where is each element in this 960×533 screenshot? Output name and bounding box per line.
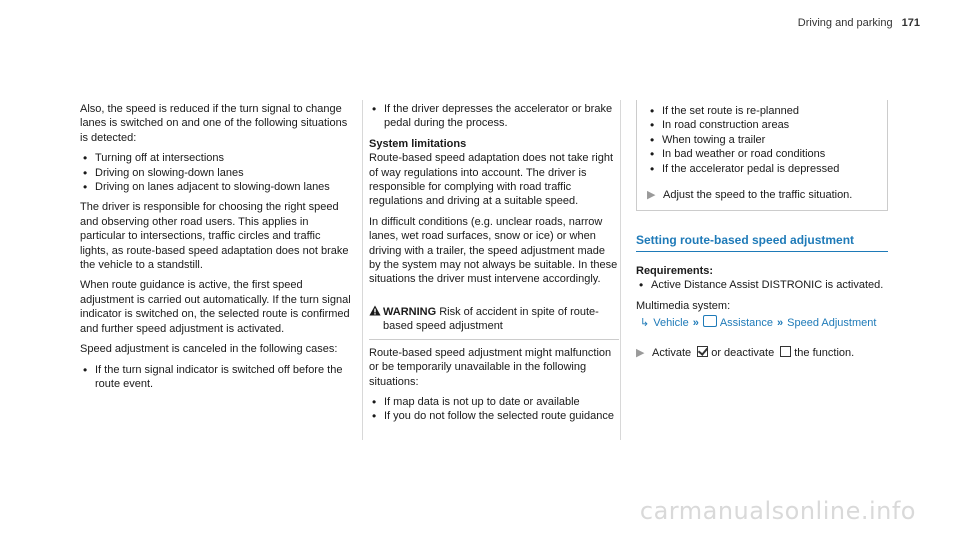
menu-path [636, 315, 888, 332]
warning-body: Route-based speed adjustment might malfunction or be temporarily unavailable in the following situations: [369, 346, 612, 388]
list-item: • In road construction areas [647, 118, 877, 132]
warning-heading [383, 305, 619, 334]
warning-separator [369, 339, 619, 340]
deactivate-text: or deactivate [711, 347, 775, 360]
function-text: the function. [794, 347, 855, 360]
list-item: • If the turn signal indicator is switched off before the route event. [80, 363, 352, 392]
list-item: • Driving on lanes adjacent to slowing-down lanes [80, 180, 352, 194]
multimedia-label: Multimedia system: [636, 299, 731, 312]
checkbox-checked-icon [697, 346, 708, 357]
warning-header [369, 305, 619, 334]
list-item: • Driving on slowing-down lanes [80, 166, 352, 180]
menu-path-assistance: Assistance [719, 317, 774, 330]
activate-instruction [636, 346, 888, 360]
warning-action [647, 188, 877, 202]
list-item: • When towing a trailer [647, 133, 877, 147]
limitations-heading: System limitations [369, 137, 467, 150]
section-title: Setting route-based speed adjustment [636, 233, 888, 251]
column-3 [636, 100, 888, 366]
requirements-label [636, 264, 888, 278]
limitations-paragraph: Route-based speed adaptation does not take right of way regulations into account. The driver is responsible for complying with road traffic regulations and driving at a suitable speed. [369, 152, 614, 208]
list-item: • If the driver depresses the accelerator or brake pedal during the process. [369, 102, 619, 131]
list-item: • In bad weather or road conditions [647, 147, 877, 161]
list-item: • If you do not follow the selected route guidance [369, 409, 619, 423]
page-header [798, 17, 920, 29]
list-item: • If map data is not up to date or available [369, 395, 619, 409]
menu-path-speed: Speed Adjustment [787, 317, 877, 330]
limitations-paragraph: In difficult conditions (e.g. unclear roads, narrow lanes, wet road surfaces, snow or ice) or when driving with a trailer, the speed adjustment made by the system may not always be suitable. In these situations the driver must intervene accordingly. [369, 215, 618, 286]
activate-text: Activate [652, 347, 692, 360]
path-separator-icon: » [692, 317, 699, 330]
cancel-intro: Speed adjustment is canceled in the following cases: [80, 343, 338, 356]
requirements-label-text: Requirements: [636, 264, 714, 277]
path-separator-icon: » [777, 317, 784, 330]
assistance-icon [703, 315, 717, 327]
intro-paragraph: Also, the speed is reduced if the turn signal to change lanes is switched on and one of the following situations is detected: [80, 103, 348, 144]
play-arrow-icon: ▶ [636, 347, 645, 360]
column-1 [80, 102, 352, 397]
list-item: • Active Distance Assist DISTRONIC is activated. [636, 278, 888, 292]
warning-triangle-icon [369, 305, 383, 334]
situation-list [80, 151, 352, 194]
return-arrow-icon: ↳ [640, 317, 650, 330]
cancel-list [80, 363, 352, 392]
section-name: Driving and parking [797, 17, 893, 29]
watermark: carmanualsonline.info [639, 497, 916, 525]
warning-label: WARNING [383, 305, 437, 318]
play-arrow-icon: ▶ [647, 189, 656, 202]
requirements-list [636, 278, 888, 292]
warning-list [369, 395, 619, 424]
warning-box-continued [636, 100, 888, 211]
warning-box [369, 305, 619, 424]
list-item: • If the set route is re-planned [647, 104, 877, 118]
column-divider [620, 100, 621, 440]
checkbox-empty-icon [780, 346, 791, 357]
list-item: • Turning off at intersections [80, 151, 352, 165]
warning-action-text: Adjust the speed to the traffic situation. [663, 189, 853, 202]
page-number: 171 [901, 17, 920, 29]
menu-path-vehicle: Vehicle [653, 317, 689, 330]
column-2 [369, 102, 619, 430]
column-divider [362, 100, 363, 440]
cancel-list-continued [369, 102, 619, 131]
warning-list-continued [647, 104, 877, 176]
list-item: • If the accelerator pedal is depressed [647, 162, 877, 176]
warning-title: Risk of accident in spite of route-based speed adjustment [383, 305, 599, 333]
responsibility-paragraph: The driver is responsible for choosing the right speed and observing other road users. This applies in particular to intersections, traffic circles and traffic lights, as route-based speed adaptation does not brake the vehicle to a standstill. [80, 201, 349, 272]
guidance-paragraph: When route guidance is active, the first speed adjustment is carried out automatically. If the turn signal indicator is switched on, the selected route is confirmed and further speed adjustment is activated. [80, 279, 351, 335]
